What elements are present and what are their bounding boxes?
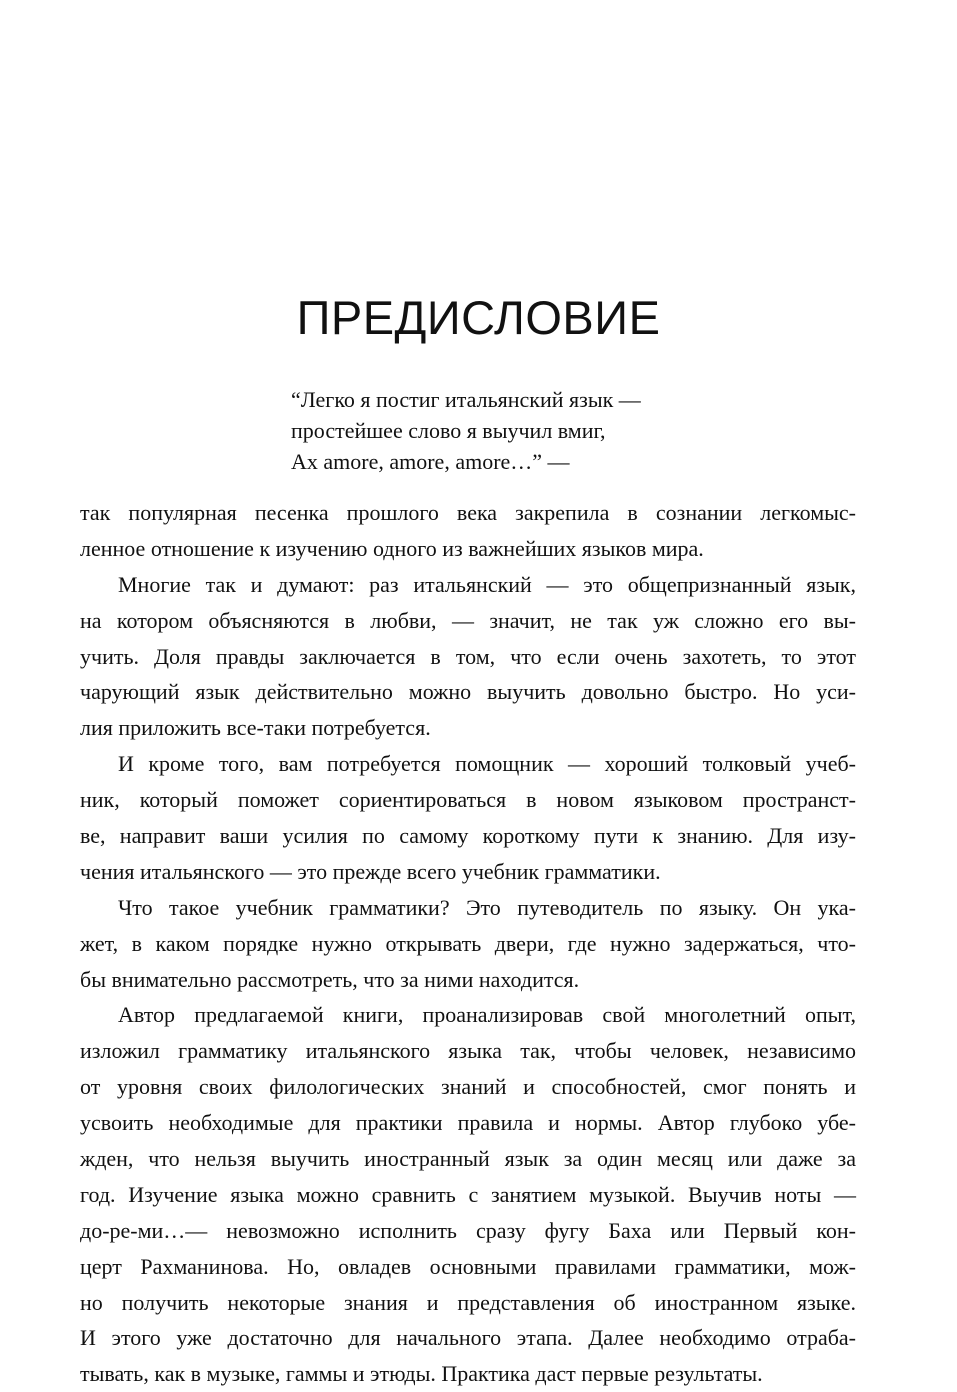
paragraph bbox=[80, 567, 856, 746]
paragraph-line: И этого уже достаточно для начального этапа. Далее необходимо отраба- bbox=[80, 1325, 856, 1351]
epigraph-line: Ах amore, amore, amore…” — bbox=[291, 449, 570, 474]
paragraph-line: чения итальянского — это прежде всего учебник грамматики. bbox=[80, 858, 661, 884]
paragraph-line: от уровня своих филологических знаний и способностей, смог понять и bbox=[80, 1074, 856, 1100]
paragraph bbox=[80, 746, 856, 890]
paragraph-line: Что такое учебник грамматики? Это путеводитель по языку. Он ука- bbox=[118, 894, 856, 920]
paragraph bbox=[80, 997, 856, 1392]
paragraph-line: на котором объясняются в любви, — значит, не так уж сложно его вы- bbox=[80, 607, 856, 633]
paragraph-line: но получить некоторые знания и представления об иностранном языке. bbox=[80, 1289, 856, 1315]
paragraph-line: так популярная песенка прошлого века закрепила в сознании легкомыс- bbox=[80, 500, 856, 525]
paragraph-line: учить. Доля правды заключается в том, что если очень захотеть, то этот bbox=[80, 643, 856, 669]
epigraph bbox=[291, 384, 641, 477]
paragraph-line: И кроме того, вам потребуется помощник — хороший толковый учеб- bbox=[118, 751, 856, 777]
paragraph-line: лия приложить все-таки потребуется. bbox=[80, 715, 431, 741]
paragraph-line: жет, в каком порядке нужно открывать двери, где нужно задержаться, что- bbox=[80, 930, 856, 956]
paragraph-line: ленное отношение к изучению одного из важнейших языков мира. bbox=[80, 535, 704, 561]
paragraph-line: церт Рахманинова. Но, овладев основными правилами грамматики, мож- bbox=[80, 1253, 856, 1279]
paragraph-line: жден, что нельзя выучить иностранный язык за один месяц или даже за bbox=[80, 1146, 856, 1172]
paragraph bbox=[80, 890, 856, 998]
paragraph-line: ве, направит ваши усилия по самому короткому пути к знанию. Для изу- bbox=[80, 823, 856, 849]
paragraph-line: усвоить необходимые для практики правила и нормы. Автор глубоко убе- bbox=[80, 1110, 856, 1136]
paragraph-line: Автор предлагаемой книги, проанализировав свой многолетний опыт, bbox=[118, 1002, 856, 1028]
paragraph-line: год. Изучение языка можно сравнить с занятием музыкой. Выучив ноты — bbox=[80, 1181, 856, 1207]
epigraph-line: простейшее слово я выучил вмиг, bbox=[291, 418, 606, 443]
page-title: ПРЕДИСЛОВИЕ bbox=[296, 291, 661, 344]
paragraph-line: тывать, как в музыке, гаммы и этюды. Практика даст первые результаты. bbox=[80, 1361, 763, 1387]
paragraph-line: Многие так и думают: раз итальянский — это общепризнанный язык, bbox=[118, 571, 856, 597]
paragraph bbox=[80, 495, 856, 567]
paragraph-line: ник, который поможет сориентироваться в новом языковом пространст- bbox=[80, 787, 856, 813]
epigraph-line: “Легко я постиг итальянский язык — bbox=[291, 387, 641, 412]
body-text bbox=[80, 495, 856, 1392]
paragraph-line: изложил грамматику итальянского языка так, чтобы человек, независимо bbox=[80, 1038, 856, 1064]
paragraph-line: чарующий язык действительно можно выучить довольно быстро. Но уси- bbox=[80, 679, 856, 705]
paragraph-line: до-ре-ми…— невозможно исполнить сразу фугу Баха или Первый кон- bbox=[80, 1217, 856, 1243]
paragraph-line: бы внимательно рассмотреть, что за ними находится. bbox=[80, 966, 580, 992]
